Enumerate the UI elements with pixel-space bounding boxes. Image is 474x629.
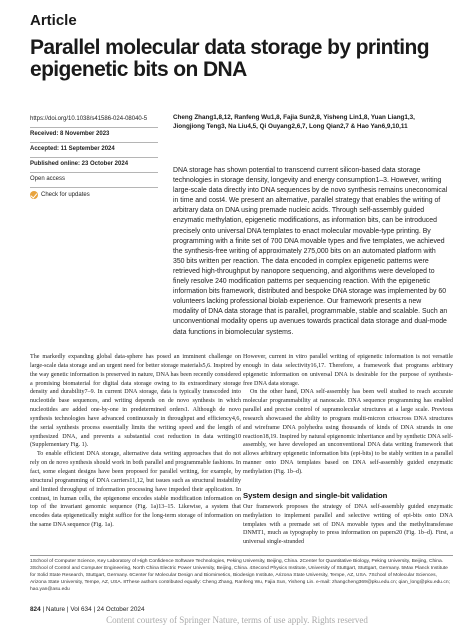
- body-paragraph: On the other hand, DNA self-assembly has been well studied to reach accurate molecular programmability at nanoscale. DNA sequence programming has enabled parallel and precise control of supramolecular structures at a large scale. Previous research showcased the ability to program multi-micron crisscross DNA structures and wireframe DNA polyhedra using thousands of kinds of DNA strands in one reaction18,19. Inspired by natural epigenomic inheritance and by synthetic DNA self-assembly, we have developed an unconventional DNA data writing framework that allows arbitrary epigenetic information bits (epi-bits) to be stably written in a parallel manner onto DNA templates based on DNA self-assembly guided enzymatic methylation (Fig. 1b–d).: [243, 389, 453, 475]
- doi-link[interactable]: https://doi.org/10.1038/s41586-024-08040-5: [30, 113, 158, 128]
- page-footer: [30, 606, 145, 613]
- body-paragraph: To enable efficient DNA storage, alternative data writing approaches that do not rely on de novo synthesis should work in both parallel and programmable fashions. In fact, some elegant designs have been proposed for parallel writing, for example, by structural programming of DNA carriers11,12, but issues such as structural instability and limited throughput of information processing have impeded their application. In contrast, in human cells, the epigenome encodes stable modification information on top of the invariant genomic sequence (Fig. 1a)13–15. Likewise, a system that encodes data epigenetically might suffice for the long-term storage of information on the same DNA sequence (Fig. 1a).: [30, 451, 241, 529]
- section-heading: System design and single-bit validation: [243, 490, 388, 500]
- author-list: Cheng Zhang1,8,12, Ranfeng Wu1,8, Fajia Sun2,8, Yisheng Lin1,8, Yuan Liang1,3, Jiongjiong Teng3, Na Liu4,5, Qi Ouyang2,6,7, Long Qian2,7 & Hao Yan6,9,10,11: [173, 114, 415, 130]
- body-paragraph: However, current in vitro parallel writing of epigenetic information is not versatile enough in data selectivity16,17. Therefore, a framework that programs arbitrary epigenetic information on universal DNA is desirable for the purpose of synthesis-free DNA data storage.: [243, 354, 453, 387]
- footer-separator: |: [42, 606, 45, 613]
- body-column-right: [243, 353, 453, 547]
- issue-date: 24 October 2024: [96, 606, 145, 613]
- journal-volume: Vol 634: [70, 606, 92, 613]
- check-updates-icon: [30, 191, 38, 199]
- check-for-updates-label: Check for updates: [41, 191, 90, 198]
- check-for-updates-link[interactable]: [30, 188, 158, 203]
- body-column-left: [30, 353, 241, 530]
- received-date: Received: 8 November 2023: [30, 128, 158, 143]
- page-number: 824: [30, 606, 41, 613]
- affiliations-divider: [30, 555, 453, 556]
- body-paragraph: Our framework proposes the strategy of DNA self-assembly guided enzymatic methylation to implement parallel and selective writing of epi-bits onto DNA templates with a premade set of DNA movable types and the methyltransferase DNMT1, much as typography to press information on papers20 (Fig. 1b–d). First, a universal single-stranded: [243, 503, 453, 546]
- affiliations: 1School of Computer Science, Key Laboratory of High Confidence Software Technologies, Peking University, Beijing, China. 2Center for Quantitative Biology, Peking University, Beijing, China. 3School of Control and Computer Engineering, North China Electric Power University, Beijing, China. 4Second Physics Institute, University of Stuttgart, Stuttgart, Germany. 5Max Planck Institute for Solid State Research, Stuttgart, Germany. 6Center for Molecular Design and Biomimetics, Biodesign Institute, Arizona State University, Tempe, AZ, USA. 7School of Molecular Sciences, Arizona State University, Tempe, AZ, USA. 8These authors contributed equally: Cheng Zhang, Ranfeng Wu, Fajia Sun, Yisheng Lin. e-mail: zhangcheng369@pku.edu.cn; qian_long@pku.edu.cn; hao.yan@asu.edu: [30, 559, 450, 592]
- open-access-label: Open access: [30, 173, 158, 188]
- footer-separator: |: [66, 606, 69, 613]
- article-title: Parallel molecular data storage by printing epigenetic bits on DNA: [30, 36, 429, 81]
- published-date: Published online: 23 October 2024: [30, 158, 158, 173]
- footer-separator: |: [93, 606, 96, 613]
- article-metadata: [30, 113, 158, 203]
- accepted-date: Accepted: 11 September 2024: [30, 143, 158, 158]
- body-paragraph: The markedly expanding global data-sphere has posed an imminent challenge on large-scale data storage and an urgent need for better storage materials5,6. Inspired by the way genetic information is preserved in nature, DNA has been recently considered a promising biomaterial for digital data storage owing to its extraordinary storage density and durability7–9. In current DNA storage, data is typically transcoded into nucleotide base sequences, and writing depends on de novo synthesis in which nucleotides are added one-by-one in predetermined orders1. Although de novo synthesis technologies have advanced continuously in throughput and efficiency4,6, the serial synthesis process essentially limits the writing speed and the length of synthesized DNA, and prevents a substantial cost reduction in data writing10 (Supplementary Fig. 1).: [30, 354, 241, 449]
- courtesy-watermark: Content courtesy of Springer Nature, terms of use apply. Rights reserved: [106, 615, 368, 625]
- abstract: DNA storage has shown potential to transcend current silicon-based data storage technologies in storage density, longevity and energy consumption1–3. However, writing large-scale data directly into DNA sequences by de novo synthesis remains uneconomical in time and cost4. We present an alternative, parallel strategy that enables the writing of arbitrary data on DNA using premade nucleic acids. Through self-assembly guided enzymatic methylation, epigenetic modifications, as information bits, can be introduced precisely onto universal DNA templates to enact molecular movable-type printing. By programming with a finite set of 700 DNA movable types and five templates, we achieved the synthesis-free writing of approximately 275,000 bits on an automated platform with 350 bits written per reaction. The data encoded in complex epigenetic patterns were retrieved high-throughput by nanopore sequencing, and algorithms were developed to finely resolve 240 modification patterns per sequencing reaction. With the epigenetic information bits framework, distributed and bespoke DNA storage was implemented by 60 volunteers lacking professional biolab experience. Our framework presents a new modality of DNA data storage that is parallel, programmable, stable and scalable. Such an unconventional modality opens up avenues towards practical data storage and dual-mode data functions in biomolecular systems.: [173, 167, 448, 336]
- journal-name: Nature: [45, 606, 66, 613]
- article-type-label: Article: [30, 12, 77, 29]
